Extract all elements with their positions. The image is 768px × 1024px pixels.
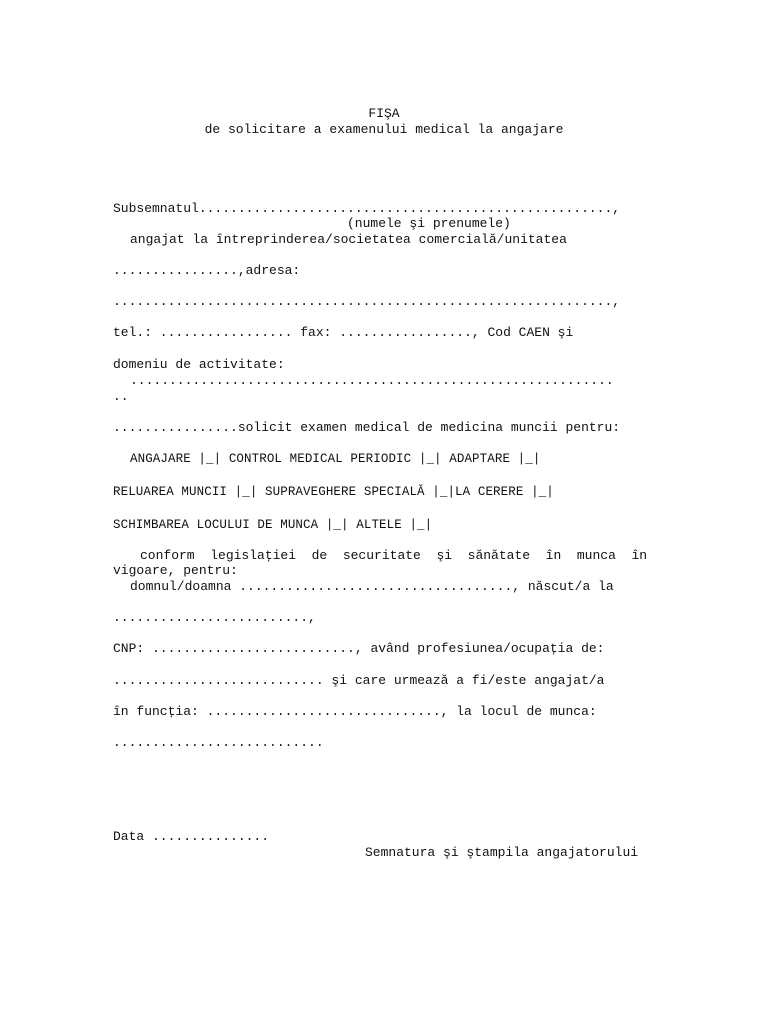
position-workplace-line: în funcţia: .............................., la locul de munca:	[113, 704, 597, 719]
exam-type-options-row-1: ANGAJARE |_| CONTROL MEDICAL PERIODIC |_| ADAPTARE |_|	[130, 452, 541, 466]
form-title: FIŞA	[368, 106, 400, 121]
name-caption: (numele şi prenumele)	[347, 216, 511, 231]
address-dots-line: ................................................................,	[113, 294, 621, 309]
exam-type-options-row-2: RELUAREA MUNCII |_| SUPRAVEGHERE SPECIALĂ |_|LA CERERE |_|	[113, 485, 554, 499]
phone-fax-caen-line: tel.: ................. fax: ................., Cod CAEN şi	[113, 325, 574, 340]
activity-dots-line-end: ..	[113, 389, 129, 404]
employment-line: ........................... şi care urmează a fi/este angajat/a	[113, 673, 605, 688]
subsemnatul-line: Subsemnatul.....................................................,	[113, 201, 621, 216]
form-subtitle: de solicitare a examenului medical la angajare	[204, 122, 564, 137]
cnp-profession-line: CNP: .........................., având profesiunea/ocupaţia de:	[113, 641, 605, 656]
activity-domain-label: domeniu de activitate:	[113, 357, 285, 372]
legislation-line-continued: vigoare, pentru:	[113, 563, 238, 578]
person-birth-line: domnul/doamna ..................................., născut/a la	[130, 579, 614, 594]
employer-line: angajat la întreprinderea/societatea comercială/unitatea	[130, 232, 567, 247]
employer-signature-label: Semnatura şi ştampila angajatorului	[365, 845, 639, 860]
request-line: ................solicit examen medical de medicina muncii pentru:	[113, 420, 621, 435]
activity-dots-line: ..............................................................	[130, 373, 614, 388]
exam-type-options-row-3: SCHIMBAREA LOCULUI DE MUNCA |_| ALTELE |_|	[113, 518, 433, 532]
workplace-dots-line: ...........................	[113, 735, 324, 750]
legislation-line: conform legislaţiei de securitate şi sănătate în munca în	[140, 548, 648, 563]
birth-dots-line: .........................,	[113, 610, 316, 625]
date-field: Data ...............	[113, 829, 270, 844]
address-line: ................,adresa:	[113, 263, 301, 278]
